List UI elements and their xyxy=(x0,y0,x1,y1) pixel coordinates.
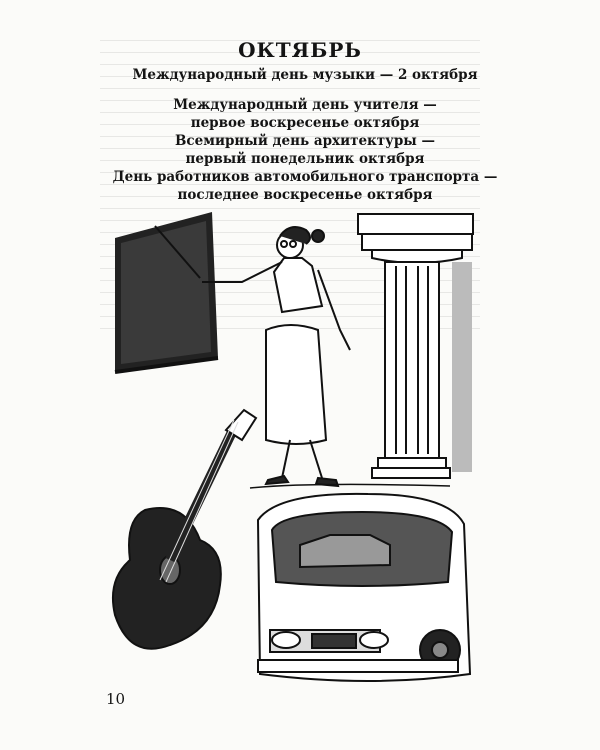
event-date: первый понедельник октября xyxy=(185,151,425,167)
event-name: Международный день учителя — xyxy=(173,97,437,113)
event-name: Всемирный день архитектуры — xyxy=(175,133,435,149)
event-date: первое воскресенье октября xyxy=(190,115,420,131)
bus-illustration xyxy=(258,494,470,681)
blackboard-illustration xyxy=(115,212,218,372)
page-title: ОКТЯБРЬ xyxy=(238,38,362,62)
guitar-illustration xyxy=(113,410,256,649)
event-name: День работников автомобильного транспорта — xyxy=(112,169,498,185)
column-illustration xyxy=(358,214,473,478)
page-number: 10 xyxy=(106,690,126,708)
event-date: последнее воскресенье октября xyxy=(177,187,433,203)
event-name: Международный день музыки — 2 октября xyxy=(132,67,478,83)
